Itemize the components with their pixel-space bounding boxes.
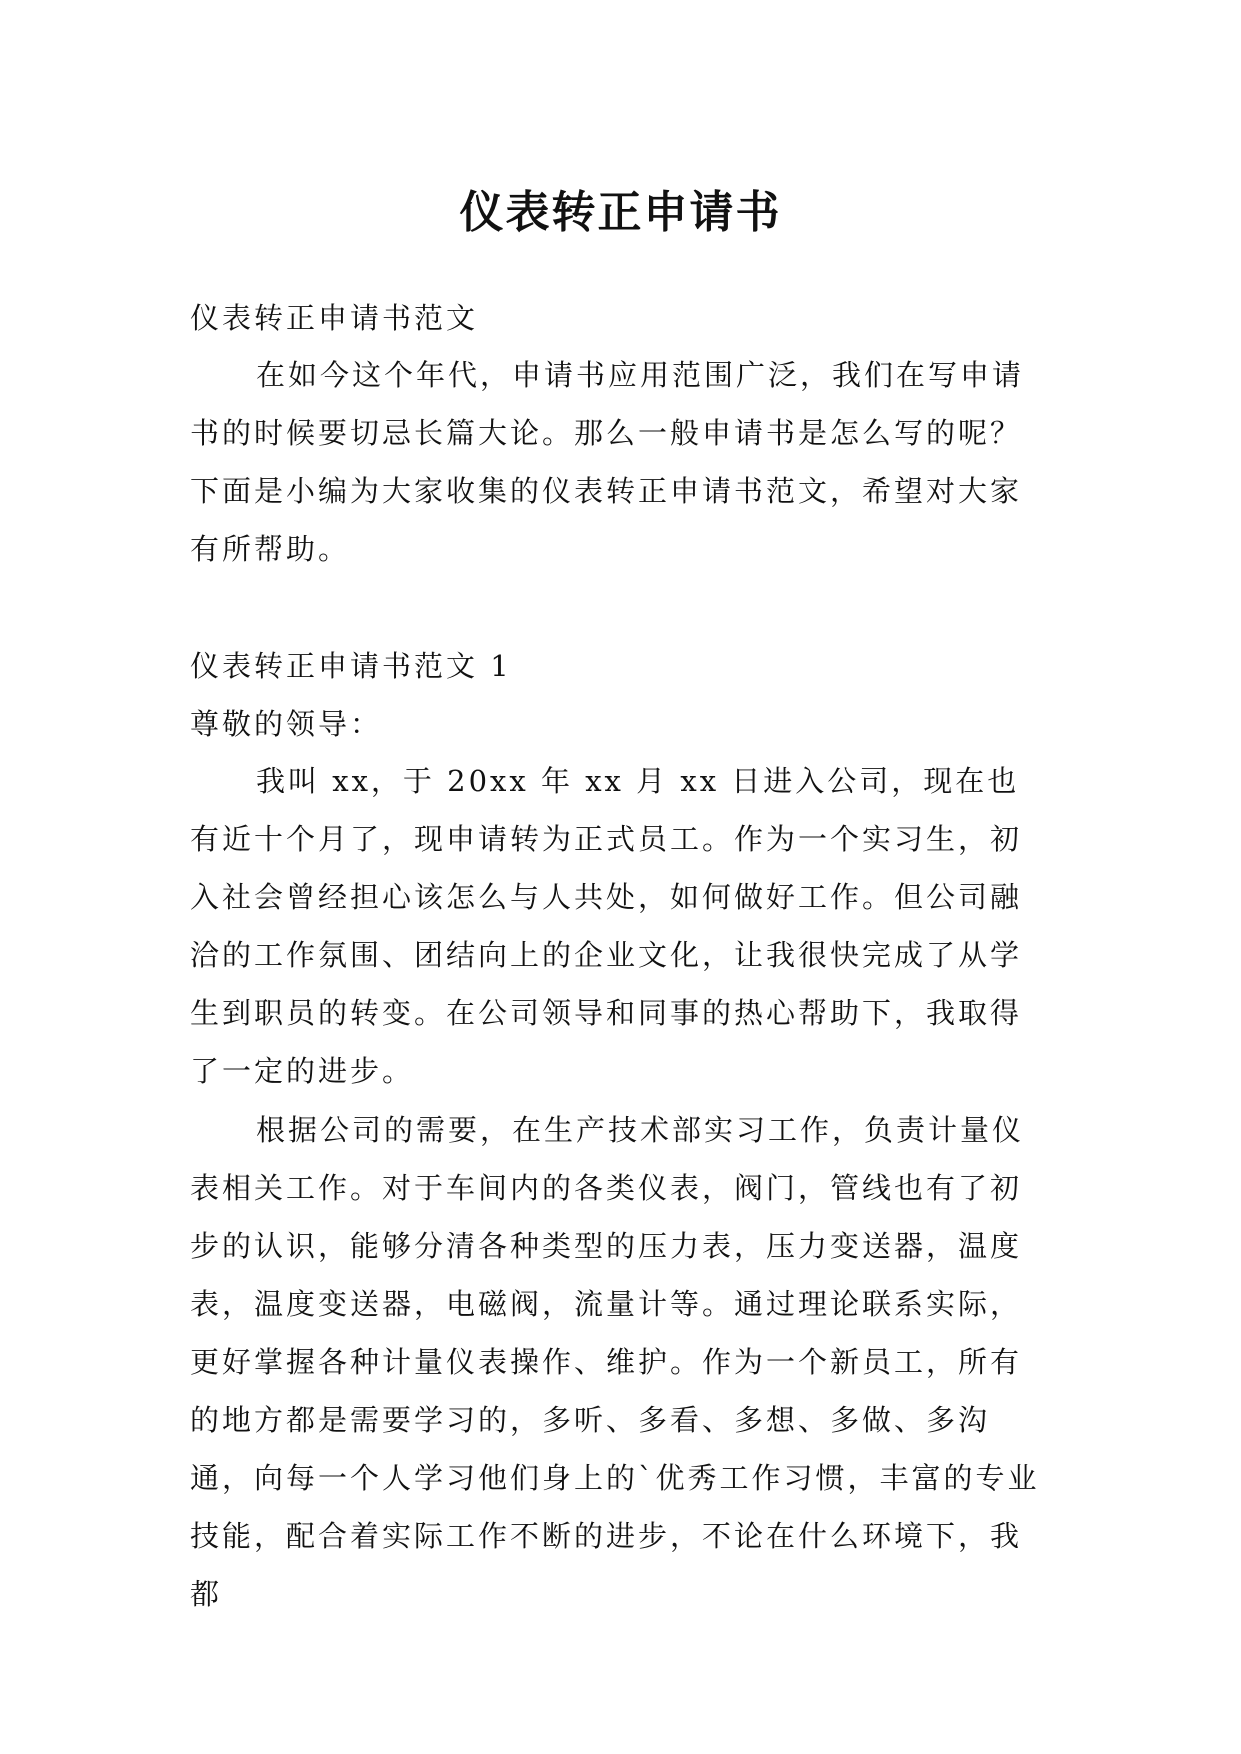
- section-title: 仪表转正申请书范文 1: [190, 649, 512, 683]
- document-subtitle: 仪表转正申请书范文: [190, 301, 479, 335]
- salutation: 尊敬的领导：: [190, 707, 383, 741]
- document-title: 仪表转正申请书: [459, 187, 782, 239]
- body-paragraph-2: 根据公司的需要，在生产技术部实习工作，负责计量仪表相关工作。对于车间内的各类仪表，阀门，管线也有了初步的认识，能够分清各种类型的压力表，压力变送器，温度表，温度变送器，电磁阀，流量计等。通过理论联系实际，更好掌握各种计量仪表操作、维护。作为一个新员工，所有的地方都是需要学习的，多听、多看、多想、多做、多沟通，向每一个人学习他们身上的`优秀工作习惯，丰富的专业技能，配合着实际工作不断的进步，不论在什么环境下，我都: [190, 1113, 1040, 1611]
- body-paragraph-1: 我叫 xx，于 20xx 年 xx 月 xx 日进入公司，现在也有近十个月了，现申请转为正式员工。作为一个实习生，初入社会曾经担心该怎么与人共处，如何做好工作。但公司融洽的工作氛围、团结向上的企业文化，让我很快完成了从学生到职员的转变。在公司领导和同事的热心帮助下，我取得了一定的进步。: [190, 764, 1023, 1088]
- intro-paragraph: 在如今这个年代，申请书应用范围广泛，我们在写申请书的时候要切忌长篇大论。那么一般申请书是怎么写的呢？下面是小编为大家收集的仪表转正申请书范文，希望对大家有所帮助。: [190, 358, 1025, 566]
